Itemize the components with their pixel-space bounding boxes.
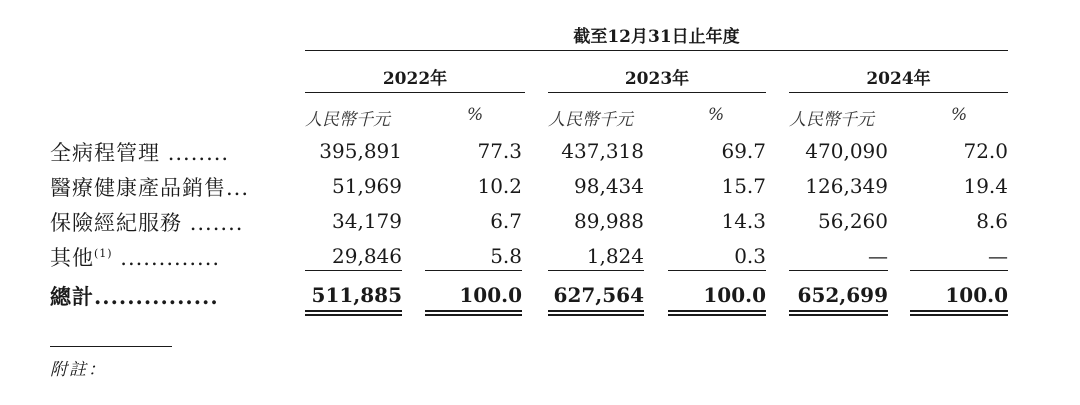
year-2024-rule: [789, 92, 1008, 93]
table-cell: 72.0: [963, 139, 1008, 163]
table-cell: 470,090: [805, 139, 888, 163]
unit-pct-2024: %: [951, 105, 968, 125]
total-cell: 511,885: [311, 283, 402, 307]
total-cell: 100.0: [703, 283, 766, 307]
subtotal-rule: [305, 270, 402, 271]
table-cell: 89,988: [574, 209, 644, 233]
total-cell: 652,699: [797, 283, 888, 307]
table-cell: 14.3: [721, 209, 766, 233]
table-cell: 0.3: [734, 244, 766, 268]
total-double-rule: [910, 314, 1008, 316]
table-cell: 56,260: [818, 209, 888, 233]
table-cell: 34,179: [332, 209, 402, 233]
row-label: 保險經紀服務 .......: [50, 211, 244, 235]
table-cell: 98,434: [574, 174, 644, 198]
unit-pct-2022: %: [467, 105, 484, 125]
table-cell: 77.3: [477, 139, 522, 163]
table-cell: 126,349: [805, 174, 888, 198]
year-2022: 2022年: [382, 69, 448, 89]
total-label: 總計...............: [50, 284, 219, 309]
table-cell: —: [988, 244, 1008, 268]
footnote-rule: [50, 346, 172, 347]
total-double-rule: [789, 314, 888, 316]
subtotal-rule: [910, 270, 1008, 271]
table-cell: —: [868, 244, 888, 268]
total-double-rule: [548, 314, 644, 316]
total-double-rule: [425, 310, 522, 312]
total-cell: 100.0: [459, 283, 522, 307]
table-cell: 51,969: [332, 174, 402, 198]
subtotal-rule: [548, 270, 644, 271]
table-cell: 69.7: [721, 139, 766, 163]
year-2023-rule: [548, 92, 766, 93]
table-cell: 5.8: [490, 244, 522, 268]
subtotal-rule: [789, 270, 888, 271]
header-rule: [305, 50, 1008, 51]
table-cell: 8.6: [976, 209, 1008, 233]
row-label: 其他$^{(1)}$ .............: [50, 246, 221, 270]
unit-rmb-2022: 人民幣千元: [305, 110, 390, 130]
table-cell: 29,846: [332, 244, 402, 268]
total-cell: 627,564: [553, 283, 644, 307]
total-double-rule: [668, 314, 766, 316]
year-2023: 2023年: [624, 69, 690, 89]
total-double-rule: [305, 314, 402, 316]
total-double-rule: [305, 310, 402, 312]
table-cell: 10.2: [477, 174, 522, 198]
table-cell: 437,318: [561, 139, 644, 163]
total-cell: 100.0: [945, 283, 1008, 307]
year-2022-rule: [305, 92, 525, 93]
total-double-rule: [910, 310, 1008, 312]
table-cell: 395,891: [319, 139, 402, 163]
unit-rmb-2024: 人民幣千元: [789, 110, 874, 130]
year-2024: 2024年: [866, 69, 931, 89]
total-double-rule: [668, 310, 766, 312]
unit-pct-2023: %: [708, 105, 725, 125]
table-cell: 6.7: [490, 209, 522, 233]
row-label: 醫療健康產品銷售...: [50, 176, 250, 200]
table-cell: 19.4: [963, 174, 1008, 198]
unit-rmb-2023: 人民幣千元: [548, 110, 633, 130]
table-cell: 1,824: [586, 244, 644, 268]
subtotal-rule: [425, 270, 522, 271]
table-cell: 15.7: [721, 174, 766, 198]
total-double-rule: [789, 310, 888, 312]
period-header: 截至12月31日止年度: [573, 27, 740, 47]
footnote-title: 附註：: [50, 360, 107, 380]
total-double-rule: [425, 314, 522, 316]
total-double-rule: [548, 310, 644, 312]
subtotal-rule: [668, 270, 766, 271]
row-label: 全病程管理 ........: [50, 141, 230, 165]
